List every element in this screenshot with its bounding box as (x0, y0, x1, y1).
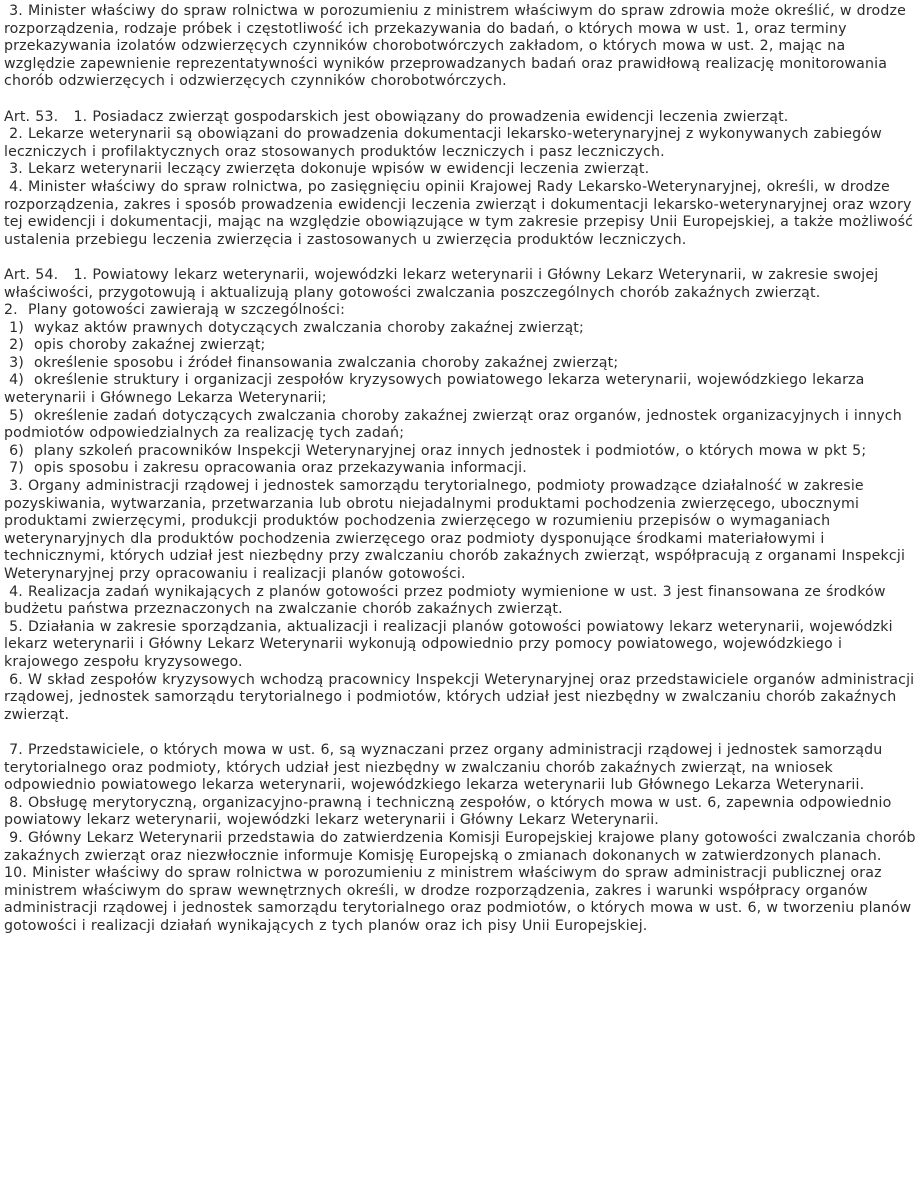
art53-paragraph-3: 3. Lekarz weterynarii leczący zwierzęta dokonuje wpisów w ewidencji leczenia zwierząt. (4, 161, 650, 178)
art54-paragraph-6: 6. W skład zespołów kryzysowych wchodzą pracownicy Inspekcji Weterynaryjnej oraz przedstawiciele organów administracji rządowej, jednostek samorządu terytorialnego i podmiotów, których udział jest niezbędny w zwalczaniu chorób zakaźnych zwierząt. (4, 671, 920, 723)
art54-paragraph-7: 7. Przedstawiciele, o których mowa w ust. 6, są wyznaczani przez organy administracji rządowej i jednostek samorządu terytorialnego oraz podmioty, których udział jest niezbędny w zwalczaniu chorób zakaźnych zwierząt, na wniosek odpowiednio powiatowego lekarza weterynarii, wojewódzkiego lekarza weterynarii lub Głównego Lekarza Weterynarii. (4, 741, 888, 794)
intro-paragraph: 3. Minister właściwy do spraw rolnictwa w porozumieniu z ministrem właściwym do spraw zdrowia może określić, w drodze rozporządzenia, rodzaje próbek i częstotliwość ich przekazywania do badań, o których mowa w ust. 1, oraz terminy przekazywania izolatów odzwierzęcych czynników chorobotwórczych zakładom, o których mowa w ust. 2, mając na względzie zapewnienie reprezentatywności wyników przeprowadzanych badań oraz prawidłową realizację monitorowania chorób odzwierzęcych i odzwierzęcych czynników chorobotwórczych. (4, 3, 912, 90)
art54-item-4: 4) określenie struktury i organizacji zespołów kryzysowych powiatowego lekarza weterynarii, wojewódzkiego lekarza weterynarii i Głównego Lekarza Weterynarii; (4, 372, 870, 407)
art54-paragraph-1 (4, 267, 919, 302)
art54-label: Art. 54. (4, 266, 59, 283)
art54-item-7: 7) opis sposobu i zakresu opracowania oraz przekazywania informacji. (4, 460, 527, 477)
art53-paragraph-2: 2. Lekarze weterynarii są obowiązani do prowadzenia dokumentacji lekarsko-weterynaryjnej z wykonywanych zabiegów leczniczych i profilaktycznych oraz stosowanych produktów leczniczych i pasz leczniczych. (4, 126, 887, 160)
art54-paragraph-9: 9. Główny Lekarz Weterynarii przedstawia do zatwierdzenia Komisji Europejskiej krajowe plany gotowości zwalczania chorób zakaźnych zwierząt oraz niezwłocznie informuje Komisję Europejską o zmianach dokonanych w zatwierdzonych planach. (4, 829, 921, 864)
spacer (4, 91, 919, 109)
art54-paragraph-3: 3. Organy administracji rządowej i jednostek samorządu terytorialnego, podmioty prowadzące działalność w zakresie pozyskiwania, wytwarzania, przetwarzania lub obrotu niejadalnymi produktami pochodzenia zwierzęcego, ubocznymi produktami zwierzęcymi, produkcji produktów pochodzenia zwierzęcego w rozumieniu przepisów o wymaganiach weterynaryjnych dla produktów pochodzenia zwierzęcego oraz podmioty dysponujące środkami materiałowymi i technicznymi, których udział jest niezbędny przy zwalczaniu chorób zakaźnych zwierząt, współpracują z organami Inspekcji Weterynaryjnej przy opracowaniu i realizacji planów gotowości. (4, 478, 911, 582)
art54-paragraph-10: 10. Minister właściwy do spraw rolnictwa w porozumieniu z ministrem właściwym do spraw administracji publicznej oraz ministrem właściwym do spraw wewnętrznych określi, w drodze rozporządzenia, zakres i warunki współpracy organów administracji rządowej i jednostek samorządu terytorialnego oraz podmiotów, o których mowa w ust. 6, w tworzeniu planów gotowości i realizacji działań wynikających z tych planów oraz ich pisy Unii Europejskiej. (4, 865, 917, 934)
art53-label: Art. 53. (4, 108, 59, 125)
art54-p1-text: 1. Powiatowy lekarz weterynarii, wojewódzki lekarz weterynarii i Główny Lekarz Weterynarii, w zakresie swojej właściwości, przygotowują i aktualizują plany gotowości zwalczania poszczególnych chorób zakaźnych zwierząt. (4, 266, 884, 301)
article-54 (4, 267, 919, 936)
art54-item-2: 2) opis choroby zakaźnej zwierząt; (4, 337, 266, 354)
art53-paragraph-4: 4. Minister właściwy do spraw rolnictwa, po zasięgnięciu opinii Krajowej Rady Lekarsko-Weterynaryjnej, określi, w drodze rozporządzenia, zakres i sposób prowadzenia ewidencji leczenia zwierząt i dokumentacji lekarsko-weterynaryjnej oraz wzory tej ewidencji i dokumentacji, mając na względzie obowiązujące w tym zakresie przepisy Unii Europejskiej, a także możliwość ustalenia przebiegu leczenia zwierzęcia i zastosowanych u zwierzęcia produktów leczniczych. (4, 178, 919, 248)
art54-paragraph-4: 4. Realizacja zadań wynikających z planów gotowości przez podmioty wymienione w ust. 3 jest finansowana ze środków budżetu państwa przeznaczonych na zwalczanie chorób zakaźnych zwierząt. (4, 583, 891, 618)
art54-item-5: 5) określenie zadań dotyczących zwalczania choroby zakaźnej zwierząt oraz organów, jednostek organizacyjnych i innych podmiotów odpowiedzialnych za realizację tych zadań; (4, 407, 907, 442)
art54-item-6: 6) plany szkoleń pracowników Inspekcji Weterynaryjnej oraz innych jednostek i podmiotów, o których mowa w pkt 5; (4, 442, 867, 459)
art53-p1-text: 1. Posiadacz zwierząt gospodarskich jest obowiązany do prowadzenia ewidencji leczenia zwierząt. (58, 108, 789, 125)
art54-item-1: 1) wykaz aktów prawnych dotyczących zwalczania choroby zakaźnej zwierząt; (4, 319, 584, 336)
art54-paragraph-2: 2. Plany gotowości zawierają w szczególności: (4, 302, 346, 319)
article-53 (4, 109, 919, 250)
art54-item-3: 3) określenie sposobu i źródeł finansowania zwalczania choroby zakaźnej zwierząt; (4, 354, 619, 371)
art53-paragraph-1 (4, 109, 919, 127)
art54-paragraph-8: 8. Obsługę merytoryczną, organizacyjno-prawną i techniczną zespołów, o których mowa w ust. 6, zapewnia odpowiednio powiatowy lekarz weterynarii, wojewódzki lekarz weterynarii i Główny Lekarz Weterynarii. (4, 794, 897, 829)
art54-paragraph-5: 5. Działania w zakresie sporządzania, aktualizacji i realizacji planów gotowości powiatowy lekarz weterynarii, wojewódzki lekarz weterynarii i Główny Lekarz Weterynarii wykonują odpowiednio przy pomocy powiatowego, wojewódzkiego i krajowego zespołu kryzysowego. (4, 618, 898, 670)
spacer (4, 249, 919, 267)
spacer (4, 724, 919, 742)
